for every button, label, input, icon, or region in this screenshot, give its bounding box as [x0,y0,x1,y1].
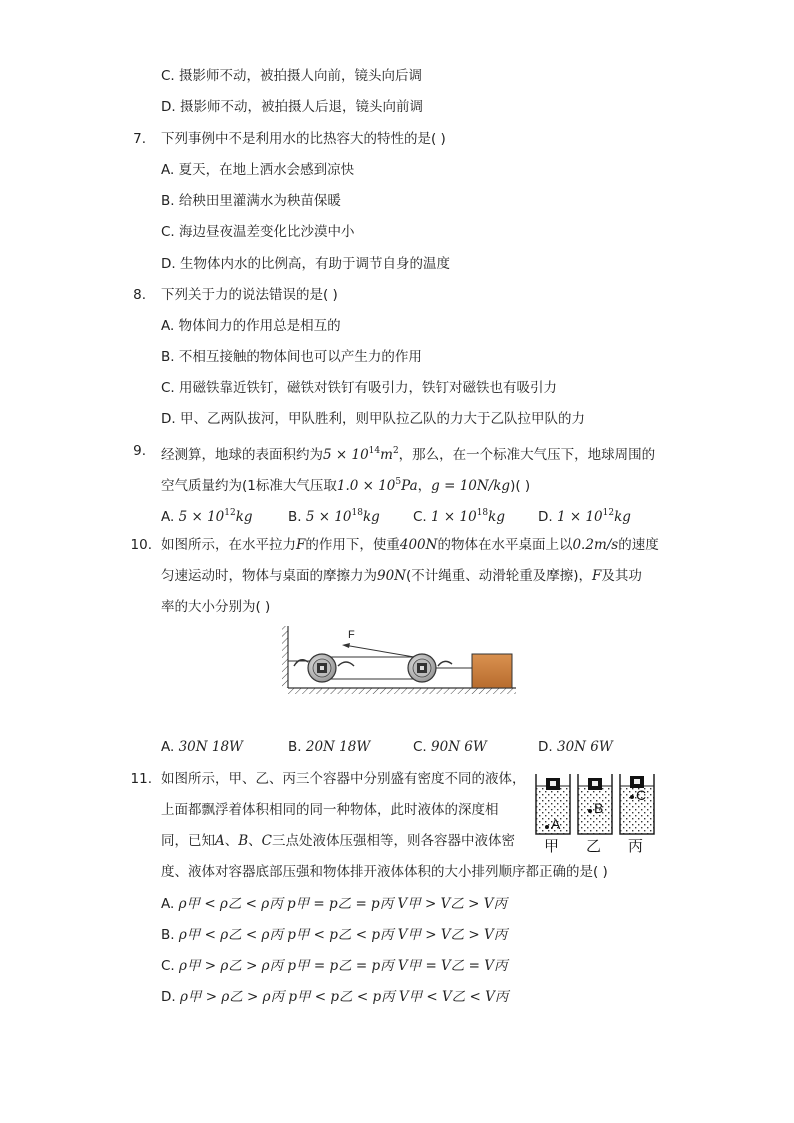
q10-option-d-label: D. [538,739,553,755]
q9-area-exp: 14 [368,446,381,456]
q9-pressure-base: 1.0 × 10 [336,478,396,494]
q10-option-c-label: C. [413,739,427,755]
q7-option-c: C. 海边昼夜温差变化比沙漠中小 [161,224,355,240]
point-b-label: B [594,800,604,816]
q9-option-c-unit: kg [488,509,505,525]
right-pulley-hook-icon [438,661,452,666]
q11-containers-figure [532,772,660,854]
q6-option-d: D. 摄影师不动，被拍摄人后退，镜头向前调 [161,99,423,115]
q8-stem: 下列关于力的说法错误的是( ) [161,287,338,303]
q10-l2-a: 匀速运动时，物体与桌面的摩擦力为 [161,568,377,584]
container-bing [620,774,654,854]
q11-option-a-label: A. [161,896,175,912]
q10-l1-F: F [296,537,306,553]
q10-option-b-value: 20N 18W [305,739,371,755]
pull-rope [344,645,420,658]
q11-option-b-value: ρ甲 < ρ乙 < ρ丙 p甲 < p乙 < p丙 V甲 > V乙 > V丙 [178,927,508,943]
q9-area-unit: m [380,447,393,463]
q9-gravity: g = 10N/kg [431,478,511,494]
q7-option-d: D. 生物体内水的比例高，有助于调节自身的温度 [161,256,450,272]
q10-l2-c: 及其功 [601,568,642,584]
q10-l1-c: 的物体在水平桌面上以 [437,537,573,553]
container-yi-label: 乙 [586,838,602,854]
q11-option-b [161,925,507,945]
q9-option-c-base: 1 × 10 [431,509,477,525]
q10-l2-F: F [592,568,602,584]
q9-option-d-label: D. [538,509,553,525]
q11-option-c-label: C. [161,958,175,974]
q9-option-b-exp: 18 [351,508,363,518]
q9-option-b-label: B. [288,509,302,525]
q9-stem1-pre: 经测算，地球的表面积约为 [161,447,323,463]
q11-l3-sep1: 、 [224,833,239,849]
q9-option-b-base: 5 × 10 [305,509,352,525]
q9-area-unit-exp: 2 [392,446,399,456]
q11-l3-sep2: 、 [248,833,262,849]
q10-number: 10. [130,537,152,553]
container-yi [578,774,612,854]
point-c-label: C [636,787,647,803]
wooden-block [472,654,512,688]
wall-hatching [282,626,288,688]
q11-option-a [161,894,507,914]
q10-l1-speed: 0.2m/s [572,537,619,553]
q11-stem-line4: 度、液体对容器底部压强和物体排开液体体积的大小排列顺序都正确的是( ) [161,864,608,880]
q7-option-a: A. 夏天，在地上洒水会感到凉快 [161,162,355,178]
q9-option-a [161,503,253,527]
q11-option-b-label: B. [161,927,175,943]
q11-option-c [161,956,507,976]
q10-stem-line3: 率的大小分别为( ) [161,599,271,615]
q9-stem-line1 [161,441,655,465]
q9-separator: ， [417,478,432,494]
container-jia-label: 甲 [544,838,560,854]
q9-number: 9. [133,443,146,459]
q10-option-b [288,737,370,757]
q10-l1-d: 的速度 [618,537,659,553]
q10-option-b-label: B. [288,739,302,755]
container-bing-label: 丙 [628,838,644,854]
q10-option-a-label: A. [161,739,175,755]
q6-option-c: C. 摄影师不动，被拍摄人向前，镜头向后调 [161,68,423,84]
force-label: F [348,629,355,641]
q9-pressure-exp: 5 [395,477,402,487]
floor-hatching [288,688,516,694]
q11-option-d-value: ρ甲 > ρ乙 > ρ丙 p甲 < p乙 < p丙 V甲 < V乙 < V丙 [179,989,509,1005]
q9-area [323,447,399,463]
q9-option-b [288,503,380,527]
pull-arrow-icon [342,643,350,648]
q7-stem: 下列事例中不是利用水的比热容大的特性的是( ) [161,131,446,147]
q10-stem-line2 [161,566,642,586]
q11-stem-line3 [161,831,515,851]
q11-l3-point-a: A [215,833,225,849]
q9-option-c-label: C. [413,509,427,525]
q10-l1-weight: 400N [399,537,438,553]
q10-option-a [161,737,243,757]
q9-stem-line2 [161,472,530,496]
q7-number: 7. [133,131,146,147]
q10-l1-a: 如图所示，在水平拉力 [161,537,296,553]
q9-pressure-unit: Pa [401,478,418,494]
q11-stem-line1: 如图所示，甲、乙、丙三个容器中分别盛有密度不同的液体， [161,771,526,787]
q11-option-c-value: ρ甲 > ρ乙 > ρ丙 p甲 = p乙 = p丙 V甲 = V乙 = V丙 [179,958,508,974]
q10-l2-b: (不计绳重、动滑轮重及摩擦)， [406,568,593,584]
q8-option-d: D. 甲、乙两队拔河，甲队胜利，则甲队拉乙队的力大于乙队拉甲队的力 [161,411,585,427]
q10-pulley-figure [280,624,520,696]
q9-option-a-base: 5 × 10 [178,509,225,525]
q8-number: 8. [133,287,146,303]
q11-option-d [161,987,508,1007]
q10-option-c-value: 90N 6W [431,739,487,755]
q8-option-b: B. 不相互接触的物体间也可以产生力的作用 [161,349,422,365]
fixed-pulley [308,654,336,682]
q10-option-d-value: 30N 6W [556,739,613,755]
q9-area-base: 5 × 10 [323,447,369,463]
left-pulley-hook-icon [338,662,354,666]
q10-option-c [413,737,487,757]
q11-l3-point-c: C [261,833,273,849]
q11-stem-line2: 上面都飘浮着体积相同的同一种物体，此时液体的深度相 [161,802,499,818]
q11-number: 11. [130,771,152,787]
q8-option-c: C. 用磁铁靠近铁钉，磁铁对铁钉有吸引力，铁钉对磁铁也有吸引力 [161,380,558,396]
q9-option-b-unit: kg [362,509,380,525]
q9-option-d-unit: kg [614,509,631,525]
q11-l3-a: 同，已知 [161,833,215,849]
q11-option-d-label: D. [161,989,176,1005]
q9-option-a-label: A. [161,509,175,525]
q9-option-c [413,503,505,527]
q10-l1-b: 的作用下，使重 [305,537,400,553]
q7-option-b: B. 给秧田里灌满水为秧苗保暖 [161,193,341,209]
q9-pressure [337,478,418,494]
q9-option-d-exp: 12 [602,508,615,518]
q11-l3-b: 三点处液体压强相等，则各容器中液体密 [272,833,516,849]
q9-option-c-exp: 18 [476,508,489,518]
q9-stem2-post: )( ) [510,478,531,494]
q10-stem-line1 [161,535,659,555]
q10-option-a-value: 30N 18W [178,739,243,755]
q11-option-a-value: ρ甲 < ρ乙 < ρ丙 p甲 = p乙 = p丙 V甲 > V乙 > V丙 [178,896,508,912]
container-jia [536,774,570,854]
q9-option-d-base: 1 × 10 [556,509,603,525]
q10-option-d [538,737,613,757]
q9-option-d [538,503,631,527]
point-a-label: A [551,816,561,832]
q9-stem1-post: ，那么，在一个标准大气压下，地球周围的 [398,447,656,463]
q8-option-a: A. 物体间力的作用总是相互的 [161,318,341,334]
q9-option-a-unit: kg [235,509,253,525]
q9-stem2-pre: 空气质量约为(1标准大气压取 [161,478,337,494]
q11-l3-point-b: B [238,833,249,849]
movable-pulley [408,654,436,682]
q10-l2-friction: 90N [377,568,406,584]
q9-option-a-exp: 12 [224,508,236,518]
